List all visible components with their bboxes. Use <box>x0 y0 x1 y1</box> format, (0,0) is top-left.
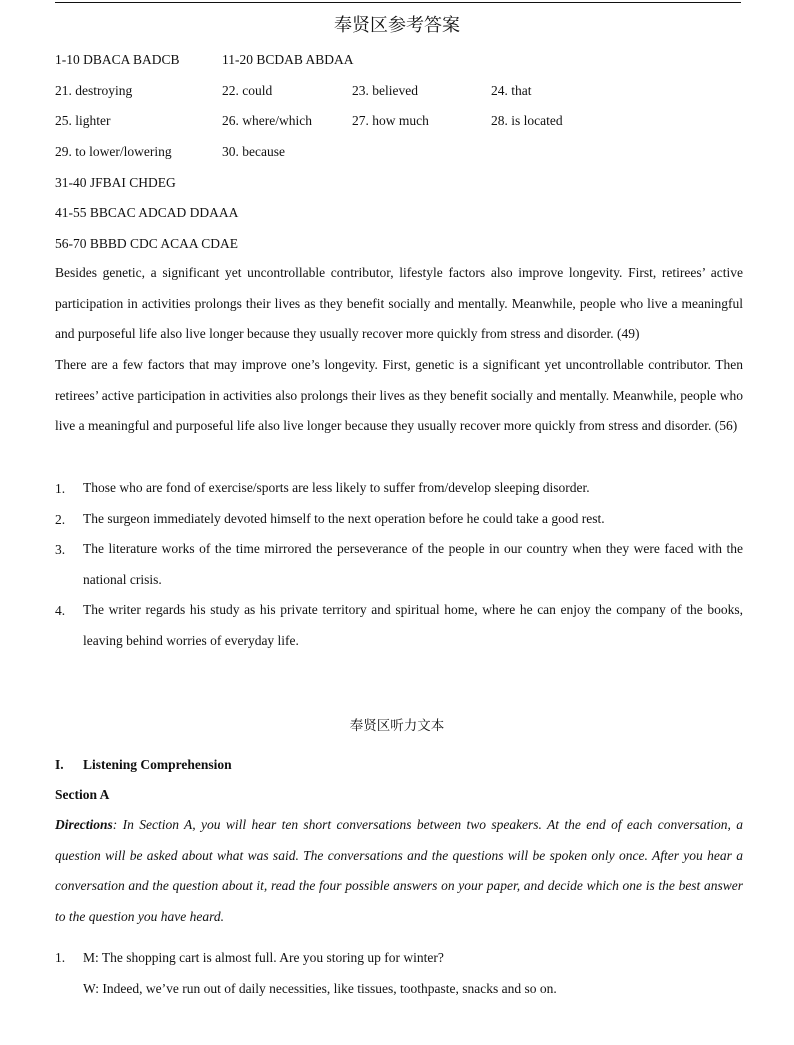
conversation-woman-line: W: Indeed, we’ve run out of daily necessities, like tissues, toothpaste, snacks and so on. <box>83 981 557 996</box>
conversation-man-line: M: The shopping cart is almost full. Are you storing up for winter? <box>83 950 444 965</box>
translation-text: The literature works of the time mirrored the perseverance of the people in our country when they were faced with the national crisis. <box>83 541 743 587</box>
answer-31-40: 31-40 JFBAI CHDEG <box>55 175 176 190</box>
directions-label: Directions <box>55 817 113 832</box>
answer-26: 26. where/which <box>222 113 312 128</box>
part-number: I. <box>55 757 64 772</box>
answer-41-55: 41-55 BBCAC ADCAD DDAAA <box>55 205 239 220</box>
translation-text: Those who are fond of exercise/sports are less likely to suffer from/develop sleeping disorder. <box>83 480 590 495</box>
translation-text: The writer regards his study as his private territory and spiritual home, where he can enjoy the company of the books, leaving behind worries of everyday life. <box>83 602 743 648</box>
answer-22: 22. could <box>222 83 273 98</box>
answer-25: 25. lighter <box>55 113 111 128</box>
answer-30: 30. because <box>222 144 285 159</box>
translation-number: 3. <box>55 542 66 557</box>
conversation-number: 1. <box>55 950 66 965</box>
translation-number: 4. <box>55 603 66 618</box>
translation-number: 1. <box>55 481 66 496</box>
translation-text: The surgeon immediately devoted himself to the next operation before he could take a good rest. <box>83 511 605 526</box>
answer-27: 27. how much <box>352 113 429 128</box>
directions-text: : In Section A, you will hear ten short conversations between two speakers. At the end of each conversation, a question will be asked about what was said. The conversations and the questions will be spoken only once. After you hear a conversation and the question about it, read the four possible answers on your paper, and decide which one is the best answer to the question you have heard. <box>55 817 743 924</box>
answer-24: 24. that <box>491 83 532 98</box>
listening-title: 奉贤区听力文本 <box>349 718 445 734</box>
directions <box>55 810 743 932</box>
section-heading: Section A <box>55 787 110 802</box>
answer-28: 28. is located <box>491 113 563 128</box>
answer-1-10: 1-10 DBACA BADCB <box>55 52 180 67</box>
translation-number: 2. <box>55 512 66 527</box>
answer-21: 21. destroying <box>55 83 133 98</box>
answer-29: 29. to lower/lowering <box>55 144 172 159</box>
page-title: 奉贤区参考答案 <box>334 15 460 36</box>
answer-11-20: 11-20 BCDAB ABDAA <box>222 52 354 67</box>
top-rule <box>55 2 741 3</box>
answer-56-70: 56-70 BBBD CDC ACAA CDAE <box>55 236 239 251</box>
answer-23: 23. believed <box>352 83 418 98</box>
part-title: Listening Comprehension <box>83 757 232 772</box>
summary-49: Besides genetic, a significant yet uncontrollable contributor, lifestyle factors also improve longevity. First, retirees’ active participation in activities prolongs their lives as they benefit socially and mentally. Meanwhile, people who live a meaningful and purposeful life also live longer because they usually recover more quickly from stress and disorder. (49) <box>55 265 743 342</box>
summary-56: There are a few factors that may improve one’s longevity. First, genetic is a significant yet uncontrollable contributor. Then retirees’ active participation in activities also prolongs their lives as they benefit socially and mentally. Meanwhile, people who live a meaningful and purposeful life also live longer because they usually recover more quickly from stress and disorder. (56) <box>55 357 743 434</box>
